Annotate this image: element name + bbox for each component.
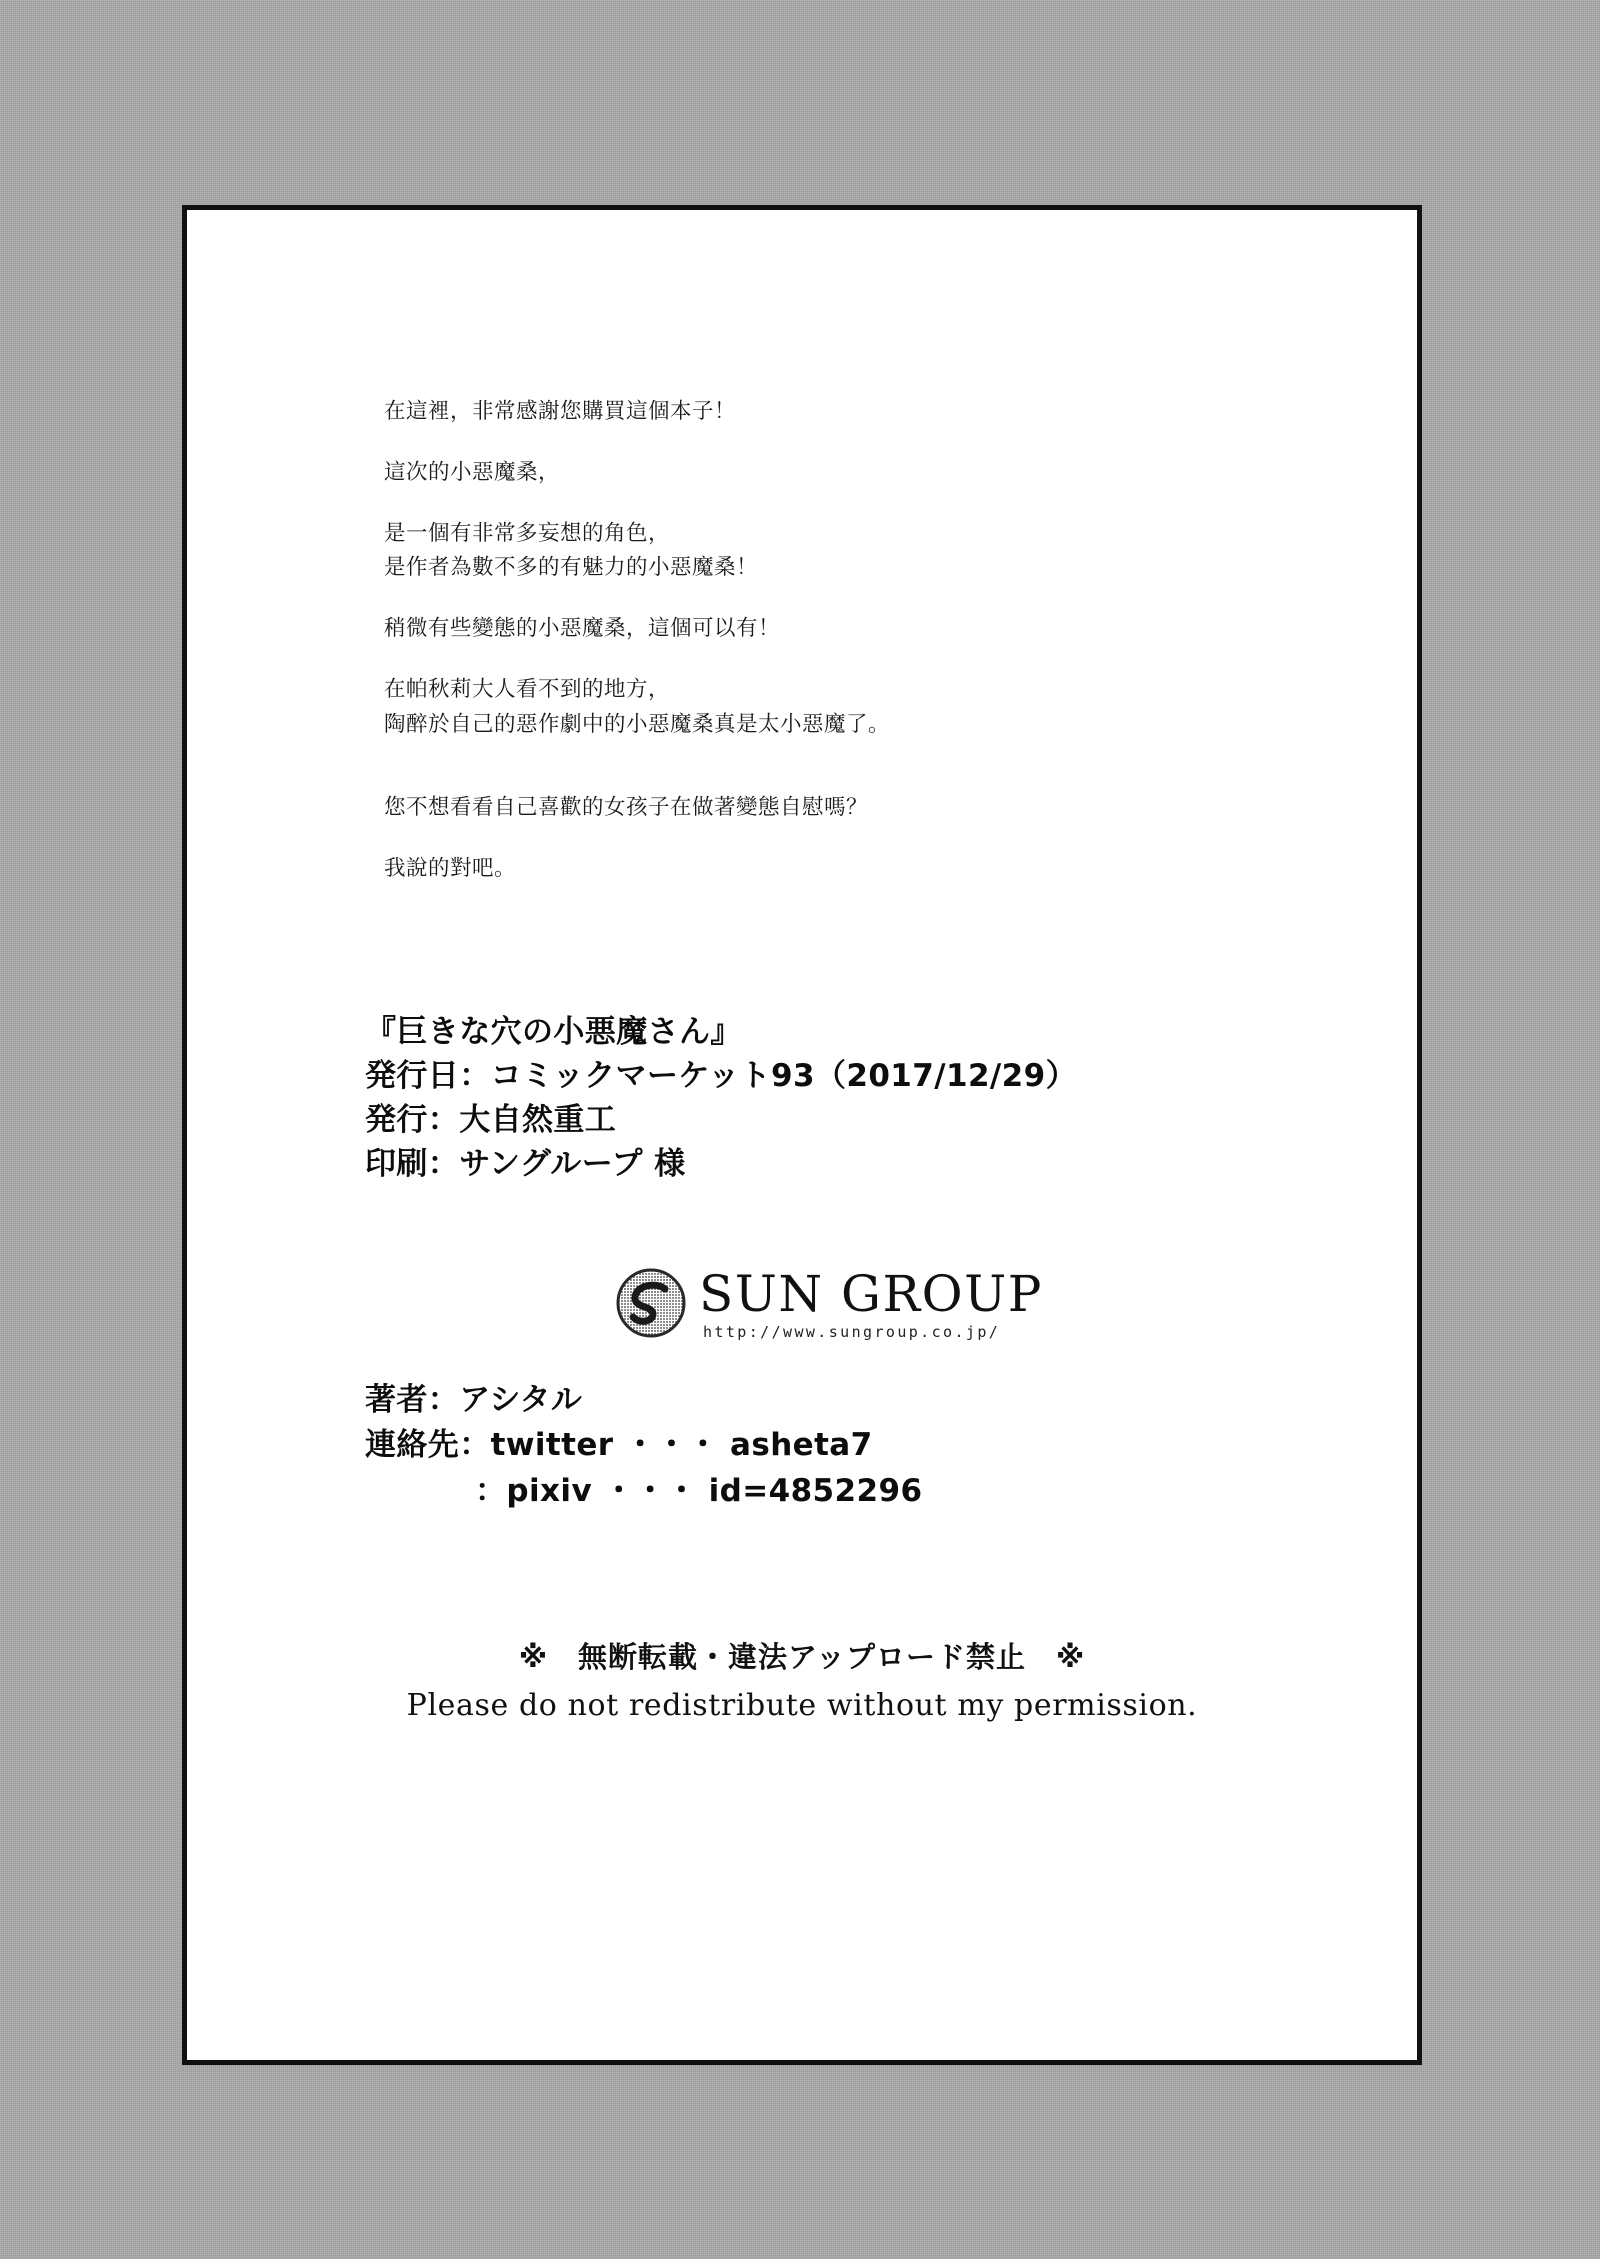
note-paragraph: [384, 517, 1284, 587]
publisher: 発行：大自然重工: [365, 1102, 617, 1139]
note-line: 在這裡，非常感謝您購買這個本子！: [384, 399, 737, 424]
contact-twitter: 連絡先：twitter ・・・ asheta7: [365, 1427, 873, 1464]
note-line: 在帕秋莉大人看不到的地方，: [384, 677, 671, 703]
author-contact-block: [365, 1378, 1325, 1514]
document-page: [182, 205, 1422, 2065]
note-paragraph: [384, 852, 1284, 887]
note-line: 陶醉於自己的惡作劇中的小惡魔桑真是太小惡魔了。: [384, 711, 891, 737]
sun-group-logo-icon: [615, 1267, 687, 1339]
printer: 印刷：サングループ 様: [365, 1146, 686, 1183]
sun-group-url: http://www.sungroup.co.jp/: [703, 1323, 1001, 1341]
note-line: 這次的小惡魔桑，: [384, 459, 561, 485]
note-line: 是一個有非常多妄想的角色，: [384, 520, 671, 546]
note-spacer: [384, 769, 1284, 791]
note-paragraph: [384, 395, 1284, 430]
note-paragraph: [384, 456, 1284, 491]
author-name: 著者：アシタル: [365, 1382, 583, 1418]
page-content: [187, 210, 1417, 2060]
note-line: 您不想看看自己喜歡的女孩子在做著變態自慰嗎？: [384, 794, 869, 820]
sun-group-logo: [587, 1265, 1147, 1357]
sun-group-wordmark: SUN GROUP: [699, 1265, 1043, 1323]
note-line: 稍微有些變態的小惡魔桑，這個可以有！: [384, 616, 781, 642]
colophon-credits: [365, 1010, 1325, 1186]
work-title: 『巨きな穴の小悪魔さん』: [365, 1014, 742, 1050]
notice-english: Please do not redistribute without my permission.: [406, 1688, 1198, 1723]
note-paragraph: [384, 612, 1284, 647]
afterword-note: [384, 395, 1284, 912]
note-paragraph: [384, 673, 1284, 743]
note-line: 我說的對吧。: [384, 855, 517, 881]
note-line: 是作者為數不多的有魅力的小惡魔桑！: [384, 555, 759, 581]
notice-japanese: ※ 無断転載・違法アップロード禁止 ※: [518, 1640, 1086, 1674]
release-date: 発行日：コミックマーケット93（2017/12/29）: [365, 1058, 1077, 1095]
note-paragraph: [384, 791, 1284, 826]
contact-pixiv: ：pixiv ・・・ id=4852296: [475, 1472, 923, 1509]
redistribution-notice: [187, 1635, 1417, 1723]
